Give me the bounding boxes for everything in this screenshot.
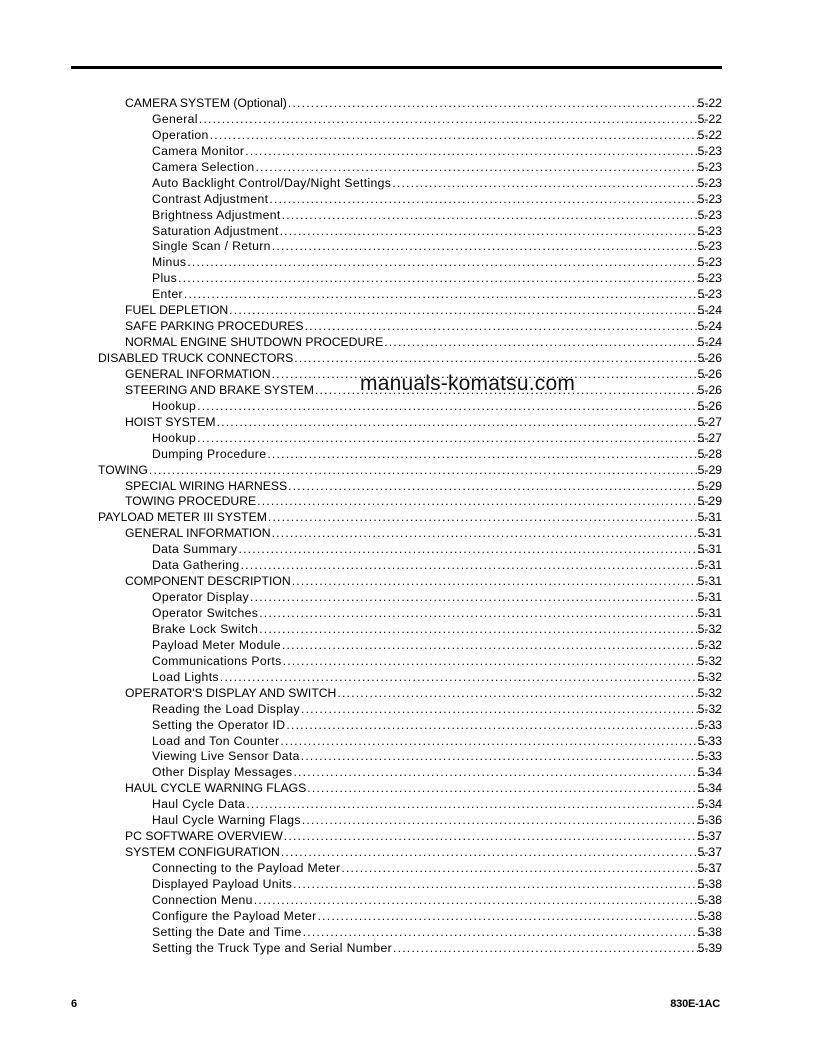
toc-entry[interactable] — [0, 861, 816, 877]
toc-entry-page: 5-23 — [697, 143, 722, 158]
toc-entry[interactable] — [0, 431, 816, 447]
toc-entry-title-wrap — [152, 208, 720, 224]
toc-entry[interactable] — [0, 319, 816, 335]
dot-leader — [286, 718, 720, 734]
dot-leader — [149, 463, 720, 479]
toc-entry[interactable] — [0, 606, 816, 622]
dot-leader — [255, 160, 720, 176]
toc-entry-label: TOWING — [98, 462, 148, 477]
toc-entry-title-wrap — [152, 192, 720, 208]
footer-document-id: 830E-1AC — [670, 998, 720, 1010]
toc-entry[interactable] — [0, 255, 816, 271]
dot-leader — [280, 734, 720, 750]
toc-entry-title-wrap — [125, 303, 720, 319]
dot-leader — [284, 829, 720, 845]
toc-entry[interactable] — [0, 542, 816, 558]
toc-entry-label: PC SOFTWARE OVERVIEW — [125, 829, 283, 844]
toc-entry[interactable] — [0, 718, 816, 734]
toc-entry-page: 5-24 — [697, 303, 722, 318]
dot-leader — [294, 351, 720, 367]
toc-entry-title-wrap — [125, 479, 720, 495]
dot-leader — [220, 670, 720, 686]
dot-leader — [282, 638, 720, 654]
toc-entry-title-wrap — [125, 526, 720, 542]
toc-entry-title-wrap — [152, 606, 720, 622]
toc-entry-page: 5-32 — [697, 637, 722, 652]
toc-entry-label: TOWING PROCEDURE — [125, 494, 257, 509]
toc-entry-label: HAUL CYCLE WARNING FLAGS — [125, 781, 307, 796]
toc-entry-title-wrap — [125, 845, 720, 861]
toc-entry[interactable] — [0, 144, 816, 160]
toc-entry-page: 5-32 — [697, 685, 722, 700]
dot-leader — [280, 224, 720, 240]
toc-entry-title-wrap — [98, 463, 720, 479]
toc-entry-page: 5-38 — [697, 892, 722, 907]
toc-entry-label: GENERAL INFORMATION — [125, 366, 271, 381]
toc-entry-title-wrap — [125, 574, 720, 590]
toc-entry-label: Operator Switches — [152, 606, 259, 620]
toc-entry-label: Operation — [152, 127, 209, 142]
toc-entry-label: SAFE PARKING PROCEDURES — [125, 319, 304, 334]
toc-entry-title-wrap — [152, 797, 720, 813]
toc-entry-page: 5-23 — [697, 287, 722, 302]
toc-entry-label: Data Summary — [152, 542, 238, 557]
toc-entry-page: 5-28 — [697, 446, 722, 461]
toc-entry[interactable] — [0, 239, 816, 255]
toc-entry[interactable] — [0, 829, 816, 845]
dot-leader — [293, 877, 720, 893]
toc-entry[interactable] — [0, 208, 816, 224]
dot-leader — [292, 574, 720, 590]
toc-entry[interactable] — [0, 574, 816, 590]
dot-leader — [288, 479, 720, 495]
toc-entry-page: 5-31 — [697, 542, 722, 557]
toc-entry-title-wrap — [152, 239, 720, 255]
toc-entry-title-wrap — [152, 765, 720, 781]
table-of-contents — [0, 96, 816, 957]
toc-entry-page: 5-38 — [697, 908, 722, 923]
toc-entry-page: 5-27 — [697, 430, 722, 445]
dot-leader — [272, 239, 720, 255]
toc-entry[interactable] — [0, 526, 816, 542]
toc-entry-title-wrap — [152, 558, 720, 574]
toc-entry[interactable] — [0, 670, 816, 686]
toc-entry-label: CAMERA SYSTEM (Optional) — [125, 96, 287, 110]
toc-entry-page: 5-23 — [697, 239, 722, 254]
toc-entry[interactable] — [0, 909, 816, 925]
toc-entry-label: Plus — [152, 271, 178, 286]
toc-entry[interactable] — [0, 112, 816, 128]
toc-entry-label: HOIST SYSTEM — [125, 414, 216, 429]
toc-entry-label: Saturation Adjustment — [152, 223, 279, 238]
toc-entry-title-wrap — [152, 160, 720, 176]
toc-entry-page: 5-23 — [697, 175, 722, 190]
toc-entry-page: 5-29 — [697, 478, 722, 493]
toc-entry-label: Data Gathering — [152, 558, 240, 573]
toc-entry-page: 5-37 — [697, 829, 722, 844]
dot-leader — [259, 622, 720, 638]
toc-entry-page: 5-32 — [697, 621, 722, 636]
toc-entry-label: SYSTEM CONFIGURATION — [125, 845, 280, 860]
toc-entry-page: 5-26 — [697, 398, 722, 413]
toc-entry-page: 5-31 — [697, 590, 722, 605]
toc-entry-title-wrap — [125, 494, 720, 510]
toc-entry-title-wrap — [152, 749, 720, 765]
toc-entry-title-wrap — [152, 893, 720, 909]
dot-leader — [318, 909, 720, 925]
toc-entry-title-wrap — [152, 271, 720, 287]
toc-entry-title-wrap — [152, 399, 720, 415]
toc-entry-title-wrap — [152, 176, 720, 192]
toc-entry-label: General — [152, 111, 198, 126]
toc-entry-label: Camera Selection — [152, 159, 255, 174]
toc-entry[interactable] — [0, 494, 816, 510]
toc-entry-page: 5-33 — [697, 733, 722, 748]
toc-entry-page: 5-22 — [697, 127, 722, 142]
toc-entry-label: Load and Ton Counter — [152, 733, 280, 748]
dot-leader — [178, 271, 720, 287]
dot-leader — [305, 319, 720, 335]
toc-entry-title-wrap — [152, 909, 720, 925]
dot-leader — [238, 542, 720, 558]
dot-leader — [288, 96, 720, 112]
toc-entry-label: Enter — [152, 287, 183, 302]
toc-entry-title-wrap — [125, 96, 720, 112]
toc-entry-page: 5-23 — [697, 223, 722, 238]
dot-leader — [197, 399, 720, 415]
toc-entry[interactable] — [0, 510, 816, 526]
toc-entry[interactable] — [0, 224, 816, 240]
footer-page-number: 6 — [71, 998, 78, 1010]
toc-entry-title-wrap — [152, 447, 720, 463]
toc-entry[interactable] — [0, 463, 816, 479]
toc-entry[interactable] — [0, 702, 816, 718]
toc-entry-label: NORMAL ENGINE SHUTDOWN PROCEDURE — [125, 335, 384, 350]
toc-entry-page: 5-31 — [697, 574, 722, 589]
toc-entry-label: DISABLED TRUCK CONNECTORS — [98, 351, 294, 365]
dot-leader — [250, 590, 720, 606]
toc-entry-title-wrap — [152, 861, 720, 877]
dot-leader — [392, 176, 720, 192]
toc-entry-title-wrap — [152, 144, 720, 160]
toc-entry-page: 5-26 — [697, 382, 722, 397]
dot-leader — [282, 208, 720, 224]
toc-entry-title-wrap — [152, 813, 720, 829]
toc-entry-title-wrap — [152, 638, 720, 654]
toc-entry[interactable] — [0, 303, 816, 319]
toc-entry-label: Displayed Payload Units — [152, 876, 293, 891]
toc-entry-label: Haul Cycle Data — [152, 797, 246, 812]
toc-entry-page: 5-26 — [697, 366, 722, 381]
toc-entry-title-wrap — [152, 224, 720, 240]
dot-leader — [257, 494, 720, 510]
toc-entry[interactable] — [0, 96, 816, 112]
toc-entry[interactable] — [0, 447, 816, 463]
dot-leader — [246, 797, 720, 813]
watermark: manuals-komatsu.com — [360, 372, 576, 395]
dot-leader — [245, 144, 720, 160]
toc-entry[interactable] — [0, 877, 816, 893]
toc-entry-page: 5-34 — [697, 781, 722, 796]
toc-entry-page: 5-32 — [697, 669, 722, 684]
toc-entry-title-wrap — [152, 877, 720, 893]
toc-entry-title-wrap — [152, 941, 720, 957]
toc-entry[interactable] — [0, 893, 816, 909]
toc-entry[interactable] — [0, 558, 816, 574]
toc-entry[interactable] — [0, 654, 816, 670]
dot-leader — [303, 925, 720, 941]
toc-entry-label: Brightness Adjustment — [152, 207, 281, 222]
toc-entry-label: Setting the Operator ID — [152, 717, 286, 732]
toc-entry[interactable] — [0, 160, 816, 176]
toc-entry-label: Brake Lock Switch — [152, 621, 259, 636]
toc-entry-label: Contrast Adjustment — [152, 191, 269, 206]
dot-leader — [217, 415, 720, 431]
toc-entry-page: 5-38 — [697, 924, 722, 939]
toc-entry-label: Hookup — [152, 430, 197, 445]
toc-entry[interactable] — [0, 128, 816, 144]
toc-entry-page: 5-34 — [697, 765, 722, 780]
toc-entry[interactable] — [0, 781, 816, 797]
dot-leader — [199, 112, 720, 128]
toc-entry-label: Viewing Live Sensor Data — [152, 749, 300, 764]
toc-entry-label: Reading the Load Display — [152, 701, 300, 716]
toc-entry[interactable] — [0, 638, 816, 654]
toc-entry[interactable] — [0, 765, 816, 781]
toc-entry-title-wrap — [152, 431, 720, 447]
toc-entry-page: 5-22 — [697, 96, 722, 110]
toc-entry[interactable] — [0, 590, 816, 606]
toc-entry-title-wrap — [152, 590, 720, 606]
toc-entry-title-wrap — [152, 670, 720, 686]
toc-entry-label: Payload Meter Module — [152, 637, 281, 652]
toc-entry[interactable] — [0, 797, 816, 813]
dot-leader — [268, 510, 720, 526]
toc-entry-label: Other Display Messages — [152, 765, 293, 780]
toc-entry-page: 5-37 — [697, 845, 722, 860]
toc-entry-title-wrap — [98, 351, 720, 367]
dot-leader — [272, 526, 720, 542]
dot-leader — [393, 941, 720, 957]
toc-entry[interactable] — [0, 845, 816, 861]
dot-leader — [269, 192, 720, 208]
toc-entry-page: 5-23 — [697, 207, 722, 222]
dot-leader — [302, 813, 720, 829]
dot-leader — [187, 255, 720, 271]
toc-entry-title-wrap — [152, 542, 720, 558]
toc-entry-title-wrap — [125, 781, 720, 797]
dot-leader — [254, 893, 720, 909]
toc-entry-title-wrap — [125, 415, 720, 431]
toc-entry-title-wrap — [152, 734, 720, 750]
dot-leader — [307, 781, 720, 797]
toc-entry-label: STEERING AND BRAKE SYSTEM — [125, 382, 314, 397]
toc-entry-title-wrap — [125, 335, 720, 351]
toc-entry[interactable] — [0, 686, 816, 702]
toc-entry-title-wrap — [125, 829, 720, 845]
toc-entry-page: 5-27 — [697, 414, 722, 429]
dot-leader — [281, 845, 720, 861]
toc-entry-label: Configure the Payload Meter — [152, 908, 317, 923]
toc-entry[interactable] — [0, 351, 816, 367]
dot-leader — [267, 447, 720, 463]
dot-leader — [229, 303, 720, 319]
dot-leader — [259, 606, 720, 622]
toc-entry-page: 5-32 — [697, 653, 722, 668]
dot-leader — [301, 749, 720, 765]
toc-entry-title-wrap — [152, 112, 720, 128]
dot-leader — [241, 558, 720, 574]
toc-entry-page: 5-33 — [697, 749, 722, 764]
toc-entry-label: Haul Cycle Warning Flags — [152, 813, 301, 828]
header-rule — [71, 66, 722, 69]
toc-entry-page: 5-22 — [697, 111, 722, 126]
toc-entry-title-wrap — [152, 622, 720, 638]
toc-entry-label: SPECIAL WIRING HARNESS — [125, 478, 288, 493]
toc-entry-page: 5-23 — [697, 255, 722, 270]
toc-entry[interactable] — [0, 176, 816, 192]
toc-entry-page: 5-31 — [697, 526, 722, 541]
toc-entry[interactable] — [0, 479, 816, 495]
toc-entry[interactable] — [0, 287, 816, 303]
toc-entry-label: FUEL DEPLETION — [125, 303, 229, 318]
toc-entry-title-wrap — [125, 686, 720, 702]
toc-entry-page: 5-24 — [697, 319, 722, 334]
toc-entry-page: 5-31 — [697, 606, 722, 620]
toc-entry-title-wrap — [152, 718, 720, 734]
toc-entry[interactable] — [0, 335, 816, 351]
toc-entry-label: Setting the Date and Time — [152, 924, 302, 939]
toc-entry-page: 5-31 — [697, 558, 722, 573]
toc-entry-page: 5-23 — [697, 159, 722, 174]
toc-entry-page: 5-29 — [697, 462, 722, 477]
toc-entry[interactable] — [0, 813, 816, 829]
toc-entry[interactable] — [0, 925, 816, 941]
toc-entry-label: Hookup — [152, 398, 197, 413]
dot-leader — [293, 765, 720, 781]
toc-entry-label: Auto Backlight Control/Day/Night Settings — [152, 175, 392, 190]
dot-leader — [337, 686, 720, 702]
toc-entry-page: 5-29 — [697, 494, 722, 509]
toc-entry-page: 5-38 — [697, 876, 722, 891]
dot-leader — [301, 702, 720, 718]
toc-entry-label: Connecting to the Payload Meter — [152, 861, 341, 875]
dot-leader — [184, 287, 720, 303]
toc-entry-label: Setting the Truck Type and Serial Number — [152, 940, 393, 955]
toc-entry-title-wrap — [152, 287, 720, 303]
toc-entry[interactable] — [0, 271, 816, 287]
toc-entry-title-wrap — [152, 925, 720, 941]
toc-entry-label: GENERAL INFORMATION — [125, 526, 271, 541]
toc-entry-label: Dumping Procedure — [152, 446, 267, 461]
toc-entry-page: 5-32 — [697, 701, 722, 716]
dot-leader — [210, 128, 720, 144]
dot-leader — [384, 335, 720, 351]
toc-entry-page: 5-39 — [697, 940, 722, 955]
toc-entry-label: Load Lights — [152, 669, 219, 684]
toc-entry[interactable] — [0, 941, 816, 957]
toc-entry-title-wrap — [98, 510, 720, 526]
toc-entry-label: Camera Monitor — [152, 143, 245, 158]
toc-entry-page: 5-26 — [697, 351, 722, 365]
toc-entry-page: 5-37 — [697, 861, 722, 875]
toc-entry-label: Operator Display — [152, 590, 250, 605]
toc-entry-title-wrap — [152, 255, 720, 271]
toc-entry-title-wrap — [152, 128, 720, 144]
toc-entry[interactable] — [0, 192, 816, 208]
toc-entry-title-wrap — [152, 654, 720, 670]
toc-entry-label: Single Scan / Return — [152, 239, 271, 254]
toc-entry[interactable] — [0, 399, 816, 415]
toc-entry-page: 5-23 — [697, 191, 722, 206]
toc-entry-label: COMPONENT DESCRIPTION — [125, 574, 291, 589]
toc-entry-label: PAYLOAD METER III SYSTEM — [98, 510, 267, 525]
toc-entry-title-wrap — [152, 702, 720, 718]
toc-entry[interactable] — [0, 622, 816, 638]
toc-entry[interactable] — [0, 734, 816, 750]
dot-leader — [197, 431, 720, 447]
toc-entry-label: Communications Ports — [152, 653, 282, 668]
dot-leader — [283, 654, 720, 670]
toc-entry-page: 5-24 — [697, 335, 722, 350]
toc-entry-title-wrap — [125, 319, 720, 335]
toc-entry-page: 5-36 — [697, 813, 722, 828]
toc-entry[interactable] — [0, 749, 816, 765]
toc-entry-label: OPERATOR'S DISPLAY AND SWITCH — [125, 685, 337, 700]
toc-entry-label: Connection Menu — [152, 892, 253, 907]
dot-leader — [341, 861, 720, 877]
toc-entry-label: Minus — [152, 255, 187, 270]
toc-entry-page: 5-33 — [697, 717, 722, 732]
toc-entry-page: 5-34 — [697, 797, 722, 812]
toc-entry-page: 5-31 — [697, 510, 722, 525]
toc-entry-page: 5-23 — [697, 271, 722, 286]
toc-entry[interactable] — [0, 415, 816, 431]
